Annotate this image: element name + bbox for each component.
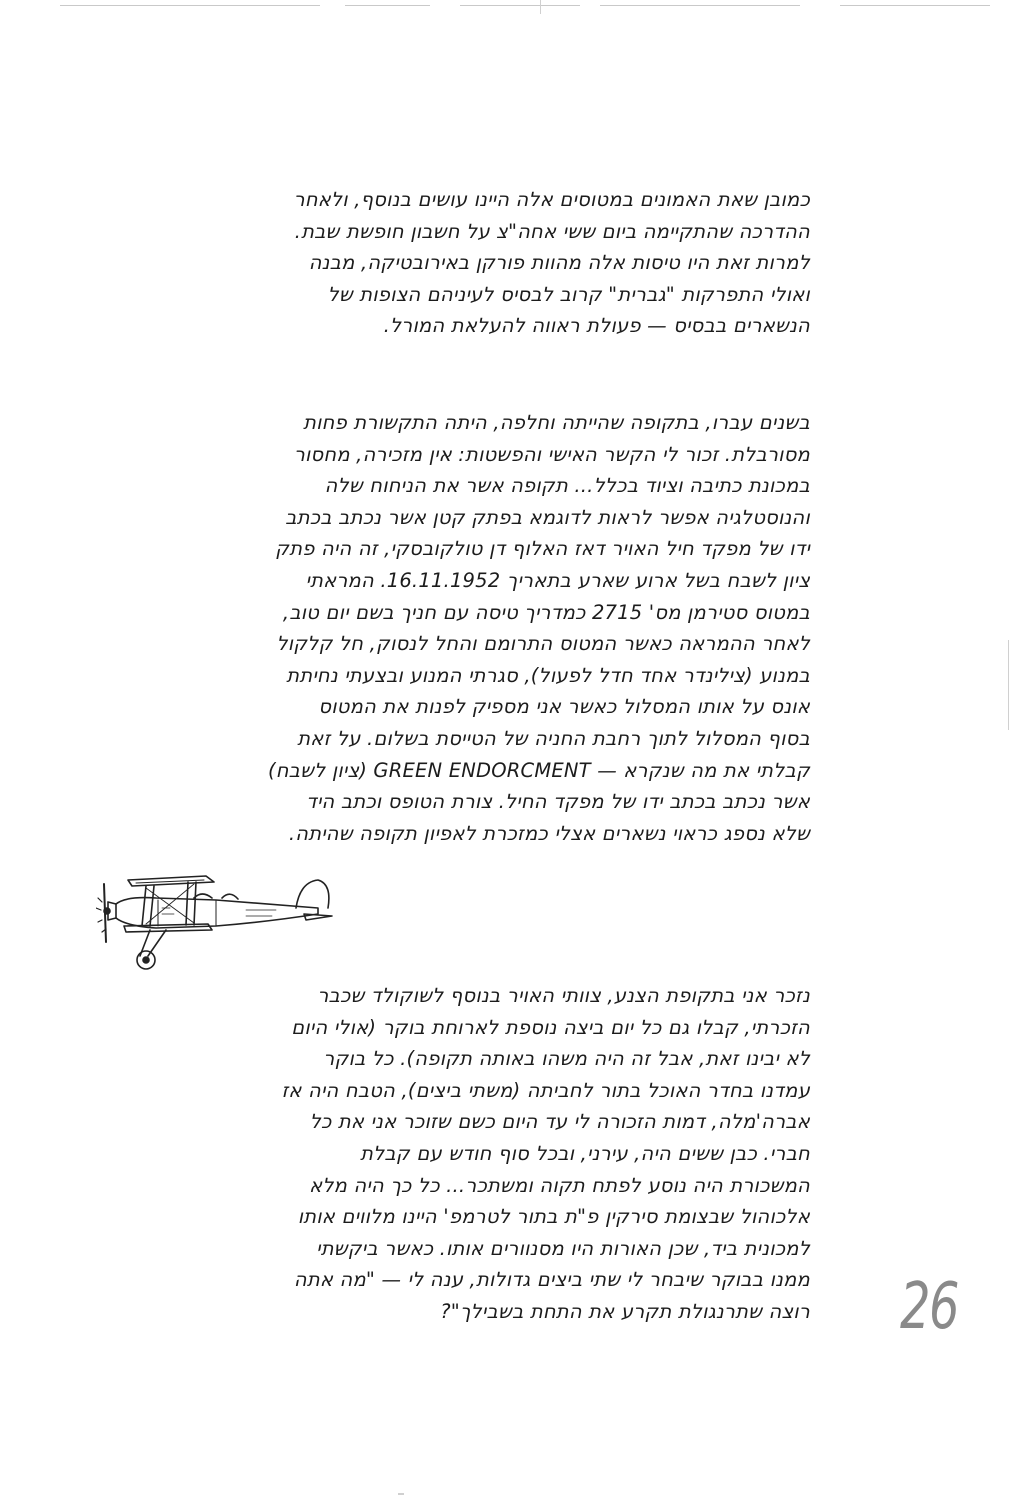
text-line: לאחר ההמראה כאשר המטוס התרומם והחל לנסוק, חל קלקול bbox=[276, 632, 810, 656]
text-line: הנשארים בבסיס — פעולת ראווה להעלאת המורל. bbox=[383, 314, 810, 338]
text-line: כמובן שאת האמונים במטוסים אלה היינו עושים בנוסף, ולאחר bbox=[293, 188, 810, 211]
scan-edge-line bbox=[345, 5, 430, 6]
text-line: המשכורת היה נוסע לפתח תקוה ומשתכר... כל כך היה מלא bbox=[309, 1173, 810, 1197]
text-line: במנוע (צילינדר אחד חדל לפעול), סגרתי המנוע ובצעתי נחיתת bbox=[286, 663, 810, 687]
paragraph-1 bbox=[200, 184, 810, 342]
text-line: ידו של מפקד חיל האויר דאז האלוף דן טולקובסקי, זה היה פתק bbox=[275, 537, 810, 561]
text-line: שלא נספג כראוי נשארים אצלי כמזכרת לאפיון תקופה שהיתה. bbox=[288, 821, 810, 845]
text-line: ציון לשבח בשל ארוע שארע בתאריך 16.11.1952. המראתי bbox=[305, 568, 810, 592]
text-line: אונס על אותו המסלול כאשר אני מספיק לפנות את המטוס bbox=[318, 695, 810, 719]
scan-edge-mark bbox=[540, 0, 541, 14]
text-line: בסוף המסלול לתוך רחבת החניה של הטייסת בשלום. על זאת bbox=[297, 726, 810, 750]
text-line: ההדרכה שהתקיימה ביום ששי אחה"צ על חשבון חופשת שבת. bbox=[294, 219, 810, 243]
biplane-illustration bbox=[96, 868, 336, 973]
text-line: במכונת כתיבה וציוד בכלל... תקופה אשר את הניחוח שלה bbox=[324, 474, 810, 498]
text-line: עמדנו בחדר האוכל בתור לחביתה (משתי ביצים), הטבח היה אז bbox=[281, 1078, 810, 1102]
text-line: חברי. כבן ששים היה, עירני, ובכל סוף חודש עם קבלת bbox=[360, 1141, 810, 1165]
text-line: ממנו בבוקר שיבחר לי שתי ביצים גדולות, ענה לי — "מה אתה bbox=[293, 1268, 810, 1292]
text-line: קבלתי את מה שנקרא — GREEN ENDORCMENT (ציון לשבח) bbox=[267, 758, 810, 782]
text-line: בשנים עברו, בתקופה שהייתה וחלפה, היתה התקשורת פחות bbox=[303, 411, 810, 434]
paragraph-3 bbox=[200, 980, 810, 1328]
text-line: והנוסטלגיה אפשר לראות לדוגמא בפתק קטן אשר נכתב בכתב bbox=[285, 505, 810, 529]
text-line: למרות זאת היו טיסות אלה מהוות פורקן באירובטיקה, מבנה bbox=[308, 251, 810, 275]
text-line: הזכרתי, קבלו גם כל יום ביצה נוספת לארוחת בוקר (אולי היום bbox=[291, 1015, 810, 1039]
text-line: במטוס סטירמן מס' 2715 כמדריך טיסה עם חניך בשם יום טוב, bbox=[282, 600, 810, 624]
text-line: אלכוהול שבצומת סירקין פ"ת בתור לטרמפ' היינו מלווים אותו bbox=[297, 1205, 810, 1229]
scan-edge-mark bbox=[398, 1493, 404, 1495]
text-line: אברה'מלה, דמות הזכורה לי עד היום כשם שזוכר אני את כל bbox=[309, 1110, 810, 1134]
text-line: רוצה שתרנגולת תקרע את התחת בשבילך"? bbox=[440, 1299, 810, 1323]
text-line: נזכר אני בתקופת הצנע, צוותי האויר בנוסף לשוקולד שכבר bbox=[317, 984, 810, 1007]
page-number: 26 bbox=[900, 1270, 959, 1344]
scan-edge-line bbox=[460, 5, 580, 6]
scan-edge-mark bbox=[1008, 640, 1009, 730]
scan-edge-line bbox=[600, 5, 800, 6]
text-line: למכונית ביד, שכן האורות היו מסנוורים אותו. כאשר ביקשתי bbox=[316, 1236, 810, 1260]
paragraph-2 bbox=[200, 407, 810, 849]
text-line: לא יבינו זאת, אבל זה היה משהו באותה תקופה). כל בוקר bbox=[323, 1047, 810, 1071]
text-line: אשר נכתב בכתב ידו של מפקד החיל. צורת הטופס וכתב היד bbox=[306, 790, 810, 814]
scan-edge-line bbox=[840, 5, 990, 6]
text-line: מסורבלת. זכור לי הקשר האישי והפשטות: אין מזכירה, מחסור bbox=[293, 442, 810, 466]
scan-edge-line bbox=[60, 5, 320, 6]
text-line: ואולי התפרקות "גברית" קרוב לבסיס לעיניהם הצופות של bbox=[327, 282, 810, 306]
